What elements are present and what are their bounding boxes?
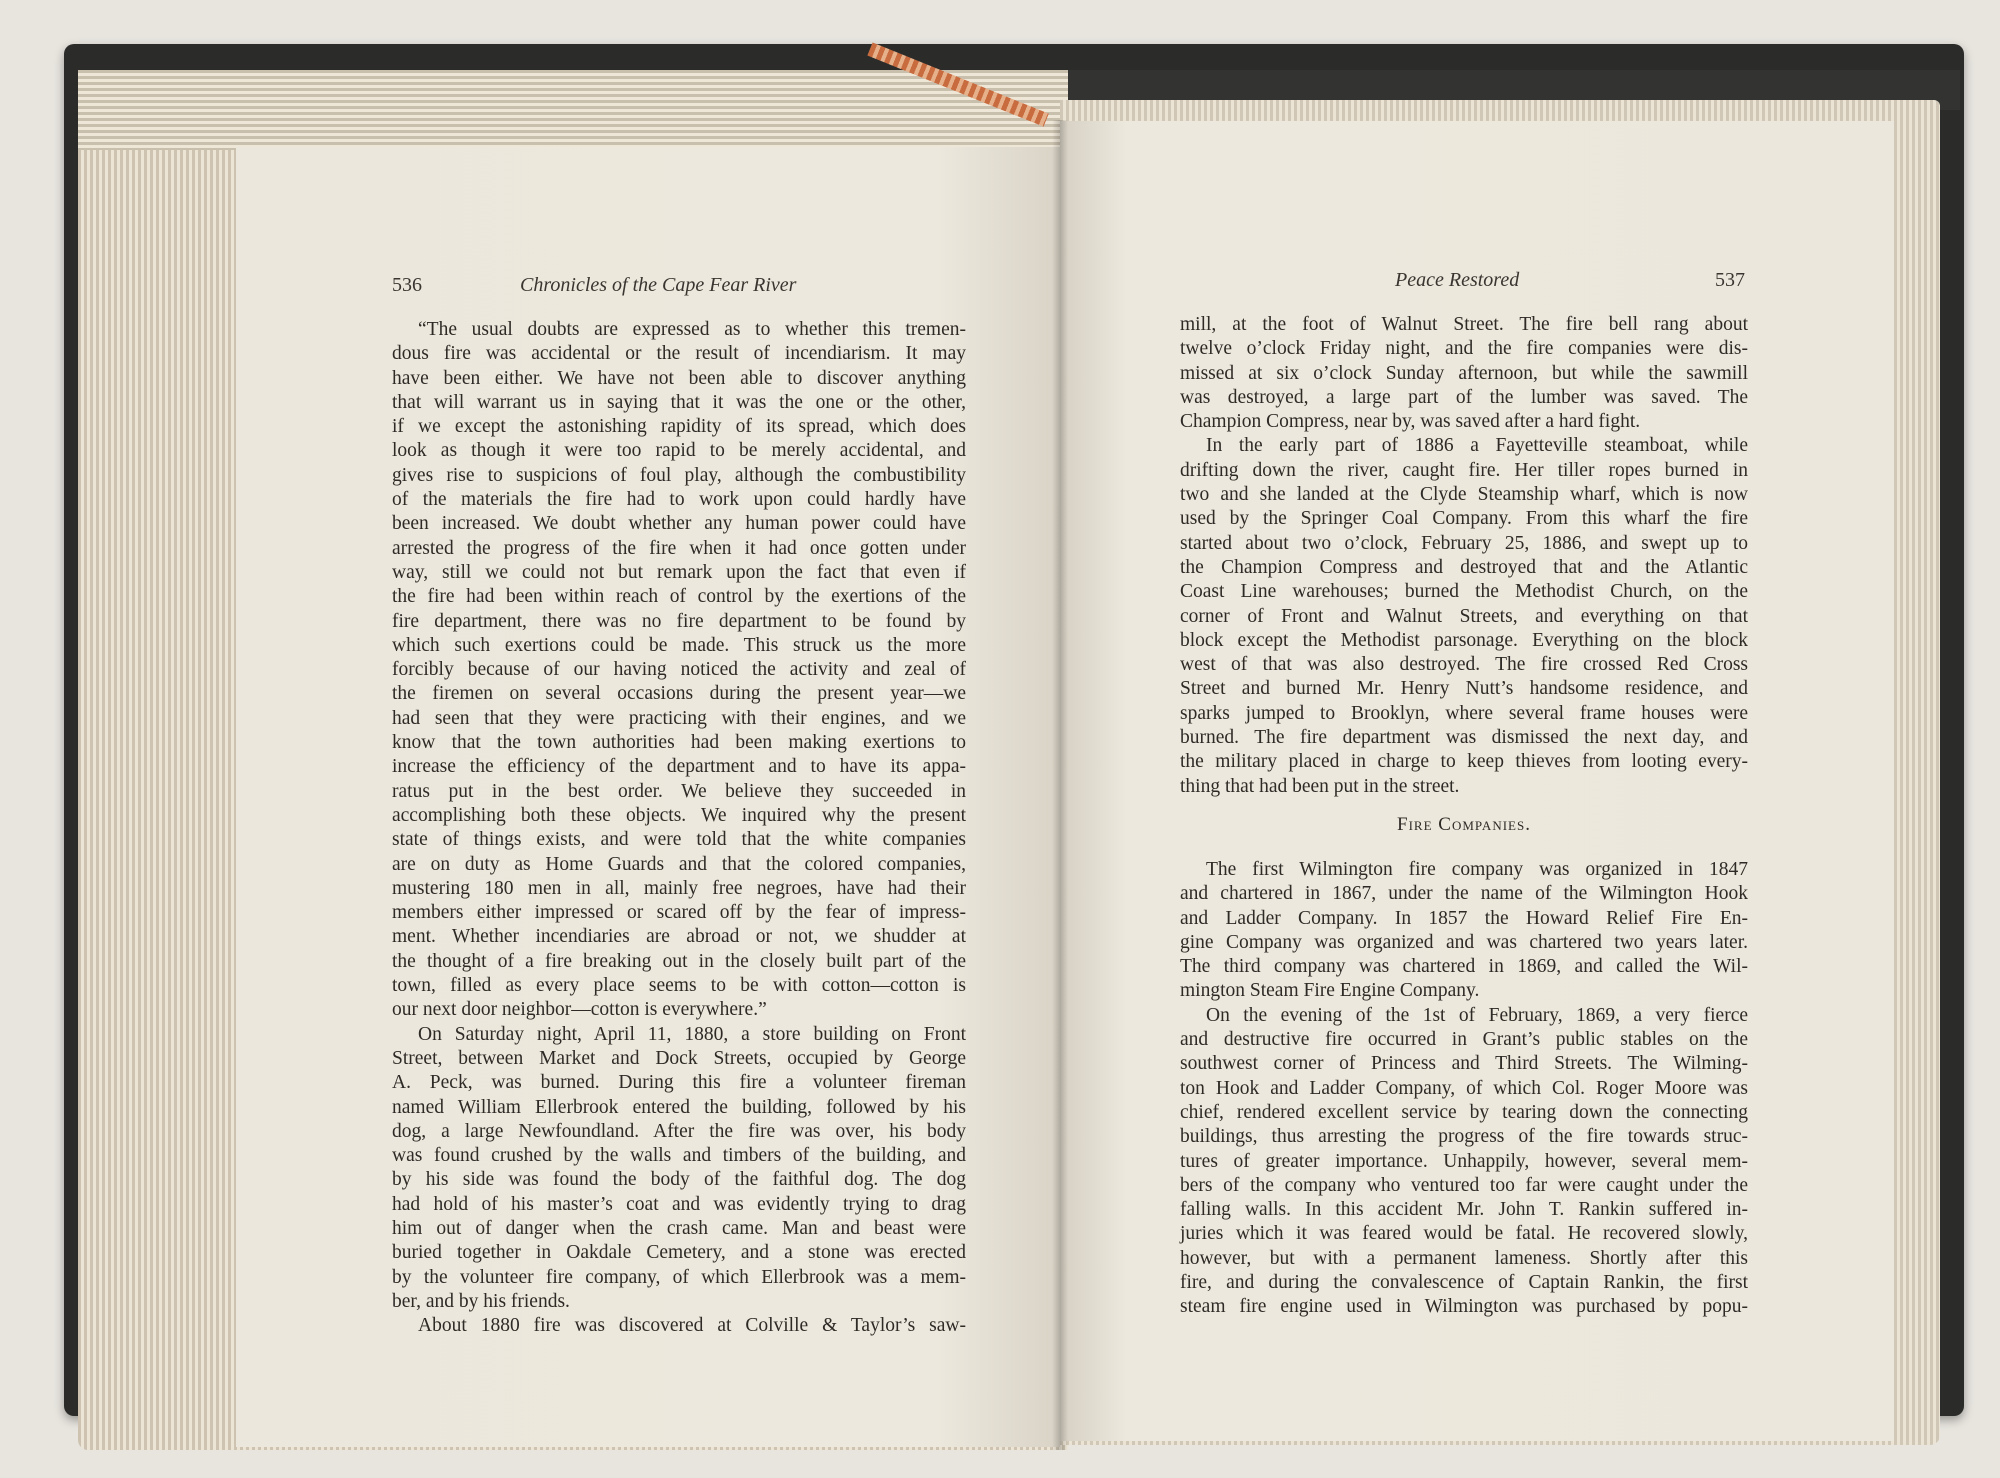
- text-line: the firemen on several occasions during the present year—we: [392, 683, 966, 705]
- text-line: used by the Springer Coal Company. From this wharf the fire: [1180, 508, 1748, 530]
- text-line: dog, a large Newfoundland. After the fire was over, his body: [392, 1120, 966, 1142]
- text-line: juries which it was feared would be fatal. He recovered slowly,: [1180, 1223, 1748, 1245]
- text-line: On Saturday night, April 11, 1880, a store building on Front: [418, 1023, 966, 1045]
- text-line: falling walls. In this accident Mr. John T. Rankin suffered in-: [1180, 1199, 1748, 1221]
- text-line: been increased. We doubt whether any human power could have: [392, 513, 966, 535]
- text-line: our next door neighbor—cotton is everywhere.”: [392, 999, 767, 1021]
- text-line: buildings, thus arresting the progress of the fire towards struc-: [1180, 1126, 1748, 1148]
- text-line: bers of the company who ventured too far were caught under the: [1180, 1174, 1748, 1196]
- text-line: missed at six o’clock Sunday afternoon, but while the sawmill: [1180, 362, 1748, 384]
- text-line: way, still we could not but remark upon the fact that even if: [392, 561, 966, 583]
- text-line: increase the efficiency of the department and to have its appa-: [392, 756, 966, 778]
- section-heading: Fire Companies.: [1397, 814, 1531, 835]
- text-line: by his side was found the body of the faithful dog. The dog: [392, 1169, 966, 1191]
- paragraph: [392, 1314, 966, 1338]
- text-line: of the materials the fire had to work upon could hardly have: [392, 489, 966, 511]
- text-line: corner of Front and Walnut Streets, and everything on that: [1180, 605, 1748, 627]
- text-line: mustering 180 men in all, mainly free negroes, have had their: [392, 877, 966, 899]
- text-line: chief, rendered excellent service by tearing down the connecting: [1180, 1101, 1748, 1123]
- text-line: named William Ellerbrook entered the building, followed by his: [392, 1096, 966, 1118]
- text-line: however, but with a permanent lameness. Shortly after this: [1180, 1247, 1748, 1269]
- text-line: the Champion Compress and destroyed that and the Atlantic: [1180, 556, 1748, 578]
- text-line: arrested the progress of the fire when it had once gotten under: [392, 537, 966, 559]
- paragraph: [1180, 434, 1748, 798]
- text-line: A. Peck, was burned. During this fire a volunteer fireman: [392, 1072, 966, 1094]
- left-page-edges-top: [78, 70, 1068, 150]
- text-line: if we except the astonishing rapidity of its spread, which does: [392, 416, 966, 438]
- text-line: forcibly because of our having noticed the activity and zeal of: [392, 659, 966, 681]
- text-line: which such exertions could be made. This struck us the more: [392, 634, 966, 656]
- text-line: tures of greater importance. Unhappily, however, several mem-: [1180, 1150, 1748, 1172]
- text-line: two and she landed at the Clyde Steamship wharf, which is now: [1180, 484, 1748, 506]
- text-line: and destructive fire occurred in Grant’s public stables on the: [1180, 1029, 1748, 1051]
- text-line: fire department, there was no fire department to be found by: [392, 610, 966, 632]
- text-line: had hold of his master’s coat and was evidently trying to drag: [392, 1193, 966, 1215]
- text-line: had seen that they were practicing with their engines, and we: [392, 707, 966, 729]
- right-page-number: 537: [1715, 269, 1745, 291]
- text-line: and chartered in 1867, under the name of the Wilmington Hook: [1180, 883, 1748, 905]
- text-line: him out of danger when the crash came. Man and beast were: [392, 1217, 966, 1239]
- text-line: Street and burned Mr. Henry Nutt’s handsome residence, and: [1180, 678, 1748, 700]
- text-line: About 1880 fire was discovered at Colville & Taylor’s saw-: [418, 1315, 966, 1337]
- text-line: steam fire engine used in Wilmington was purchased by popu-: [1180, 1296, 1748, 1318]
- text-line: In the early part of 1886 a Fayetteville steamboat, while: [1206, 435, 1748, 457]
- text-line: look as though it were too rapid to be merely accidental, and: [392, 440, 966, 462]
- text-line: “The usual doubts are expressed as to whether this tremen-: [418, 319, 966, 340]
- text-line: the fire had been within reach of control by the exertions of the: [392, 586, 966, 608]
- text-line: was found crushed by the walls and timbers of the building, and: [392, 1145, 966, 1167]
- text-line: burned. The fire department was dismissed the next day, and: [1180, 727, 1748, 749]
- text-line: west of that was also destroyed. The fire crossed Red Cross: [1180, 654, 1748, 676]
- paragraph: [392, 1023, 966, 1315]
- text-line: and Ladder Company. In 1857 the Howard Relief Fire En-: [1180, 907, 1748, 929]
- text-line: ber, and by his friends.: [392, 1290, 570, 1312]
- text-line: accomplishing both these objects. We inquired why the present: [392, 804, 966, 826]
- text-line: mington Steam Fire Engine Company.: [1180, 980, 1480, 1002]
- text-line: buried together in Oakdale Cemetery, and a stone was erected: [392, 1242, 966, 1264]
- text-line: drifting down the river, caught fire. Her tiller ropes burned in: [1180, 459, 1748, 481]
- text-line: know that the town authorities had been making exertions to: [392, 732, 966, 754]
- text-line: The first Wilmington fire company was organized in 1847: [1206, 859, 1748, 880]
- paragraph: [1180, 858, 1748, 1004]
- text-line: gine Company was organized and was chartered two years later.: [1180, 931, 1748, 953]
- text-line: started about two o’clock, February 25, 1886, and swept up to: [1180, 532, 1748, 554]
- paragraph: [1180, 313, 1748, 434]
- text-line: thing that had been put in the street.: [1180, 775, 1460, 797]
- text-line: Street, between Market and Dock Streets, occupied by George: [392, 1047, 966, 1069]
- book-gutter: [1052, 120, 1068, 1450]
- text-line: state of things exists, and were told that the white companies: [392, 829, 966, 851]
- text-line: that will warrant us in saying that it was the one or the other,: [392, 391, 966, 413]
- text-line: was destroyed, a large part of the lumber was saved. The: [1180, 386, 1748, 408]
- text-line: have been either. We have not been able to discover anything: [392, 367, 966, 389]
- text-line: members either impressed or scared off by the fear of impress-: [392, 902, 966, 924]
- text-line: are on duty as Home Guards and that the colored companies,: [392, 853, 966, 875]
- right-page-body-bottom: [1180, 858, 1748, 1320]
- paragraph: [392, 318, 966, 1023]
- text-line: dous fire was accidental or the result of incendiarism. It may: [392, 343, 966, 365]
- text-line: southwest corner of Princess and Third Streets. The Wilming-: [1180, 1053, 1748, 1075]
- left-page-number: 536: [392, 274, 422, 296]
- left-page-body: [392, 318, 966, 1338]
- text-line: twelve o’clock Friday night, and the fire companies were dis-: [1180, 338, 1748, 360]
- text-line: the thought of a fire breaking out in the closely built part of the: [392, 950, 966, 972]
- text-line: town, filled as every place seems to be with cotton—cotton is: [392, 975, 966, 997]
- text-line: gives rise to suspicions of foul play, although the combustibility: [392, 464, 966, 486]
- text-line: Coast Line warehouses; burned the Methodist Church, on the: [1180, 581, 1748, 603]
- text-line: the military placed in charge to keep thieves from looting every-: [1180, 751, 1748, 773]
- text-line: by the volunteer fire company, of which Ellerbrook was a mem-: [392, 1266, 966, 1288]
- right-running-head: Peace Restored: [1395, 269, 1520, 291]
- text-line: fire, and during the convalescence of Captain Rankin, the first: [1180, 1272, 1748, 1294]
- text-line: ratus put in the best order. We believe they succeeded in: [392, 780, 966, 802]
- paragraph: [1180, 1004, 1748, 1320]
- text-line: block except the Methodist parsonage. Everything on the block: [1180, 629, 1748, 651]
- text-line: Champion Compress, near by, was saved after a hard fight.: [1180, 411, 1641, 433]
- text-line: sparks jumped to Brooklyn, where several frame houses were: [1180, 702, 1748, 724]
- right-page-body-top: [1180, 313, 1748, 799]
- text-line: On the evening of the 1st of February, 1869, a very fierce: [1206, 1004, 1748, 1026]
- text-line: mill, at the foot of Walnut Street. The fire bell rang about: [1180, 314, 1748, 335]
- text-line: ment. Whether incendiaries are abroad or not, we shudder at: [392, 926, 966, 948]
- text-line: The third company was chartered in 1869, and called the Wil-: [1180, 956, 1748, 978]
- left-running-head: Chronicles of the Cape Fear River: [520, 274, 797, 296]
- text-line: ton Hook and Ladder Company, of which Col. Roger Moore was: [1180, 1077, 1748, 1099]
